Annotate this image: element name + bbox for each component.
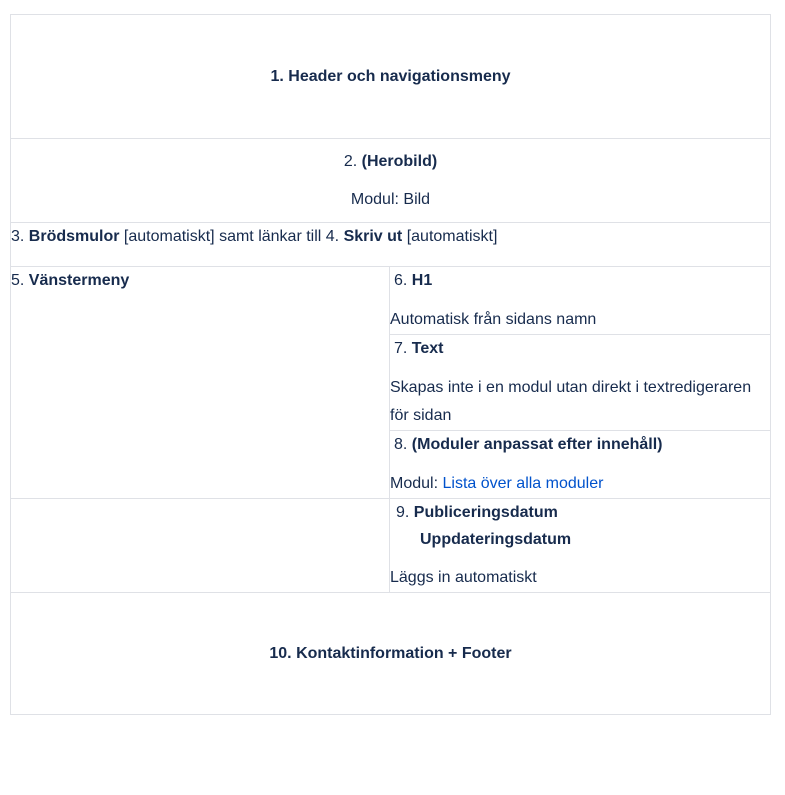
- page-layout-table: [10, 14, 771, 715]
- hero-row: [11, 139, 771, 223]
- text-heading: [390, 335, 770, 363]
- header-label: 1. Header och navigationsmeny: [270, 67, 511, 85]
- empty-left-cell: [11, 499, 390, 593]
- footer-label: 10. Kontaktinformation + Footer: [269, 644, 512, 662]
- content-row-h1: [11, 267, 771, 335]
- modules-text: [390, 459, 770, 498]
- left-menu-heading: [11, 267, 389, 295]
- hero-number: 2.: [343, 153, 358, 170]
- dates-published-item: [396, 499, 770, 526]
- left-menu-number: 5.: [11, 272, 25, 289]
- breadcrumbs-middle-text: [automatiskt] samt länkar till 4.: [123, 228, 340, 245]
- footer-cell: [11, 593, 771, 715]
- dates-list: [390, 499, 770, 553]
- dates-updated-title: Uppdateringsdatum: [420, 531, 572, 548]
- text-title: Text: [411, 340, 444, 357]
- left-menu-title: Vänstermeny: [28, 272, 130, 289]
- header-cell: [11, 15, 771, 139]
- breadcrumbs-text: [11, 223, 770, 251]
- dates-published-title: Publiceringsdatum: [413, 504, 558, 521]
- breadcrumbs-row: [11, 223, 771, 267]
- print-title: Skriv ut: [343, 228, 403, 245]
- hero-module-text: Modul: Bild: [350, 191, 431, 208]
- all-modules-link[interactable]: Lista över alla moduler: [442, 475, 604, 492]
- header-row: [11, 15, 771, 139]
- breadcrumbs-number: 3.: [11, 228, 25, 245]
- left-menu-cell: [11, 267, 390, 499]
- h1-number: 6.: [394, 272, 408, 289]
- hero-heading: [11, 139, 770, 176]
- modules-heading: [390, 431, 770, 459]
- breadcrumbs-end-text: [automatiskt]: [406, 228, 498, 245]
- dates-updated-item: [396, 526, 770, 553]
- dates-number: 9.: [396, 504, 410, 521]
- hero-cell: [11, 139, 771, 223]
- dates-cell: [390, 499, 771, 593]
- text-description: Skapas inte i en modul utan direkt i textredigeraren för sidan: [390, 379, 752, 424]
- content-row-dates: [11, 499, 771, 593]
- h1-heading: [390, 267, 770, 295]
- footer-row: [11, 593, 771, 715]
- breadcrumbs-title: Brödsmulor: [28, 228, 120, 245]
- h1-cell: [390, 267, 771, 335]
- h1-description: Automatisk från sidans namn: [390, 311, 597, 328]
- h1-title: H1: [411, 272, 433, 289]
- modules-number: 8.: [394, 436, 408, 453]
- breadcrumbs-cell: [11, 223, 771, 267]
- hero-title: (Herobild): [361, 153, 438, 170]
- modules-cell: [390, 431, 771, 499]
- modules-prefix: Modul:: [390, 475, 439, 492]
- modules-title: (Moduler anpassat efter innehåll): [411, 436, 663, 453]
- dates-description: Läggs in automatiskt: [390, 569, 537, 586]
- text-number: 7.: [394, 340, 408, 357]
- text-cell: [390, 335, 771, 431]
